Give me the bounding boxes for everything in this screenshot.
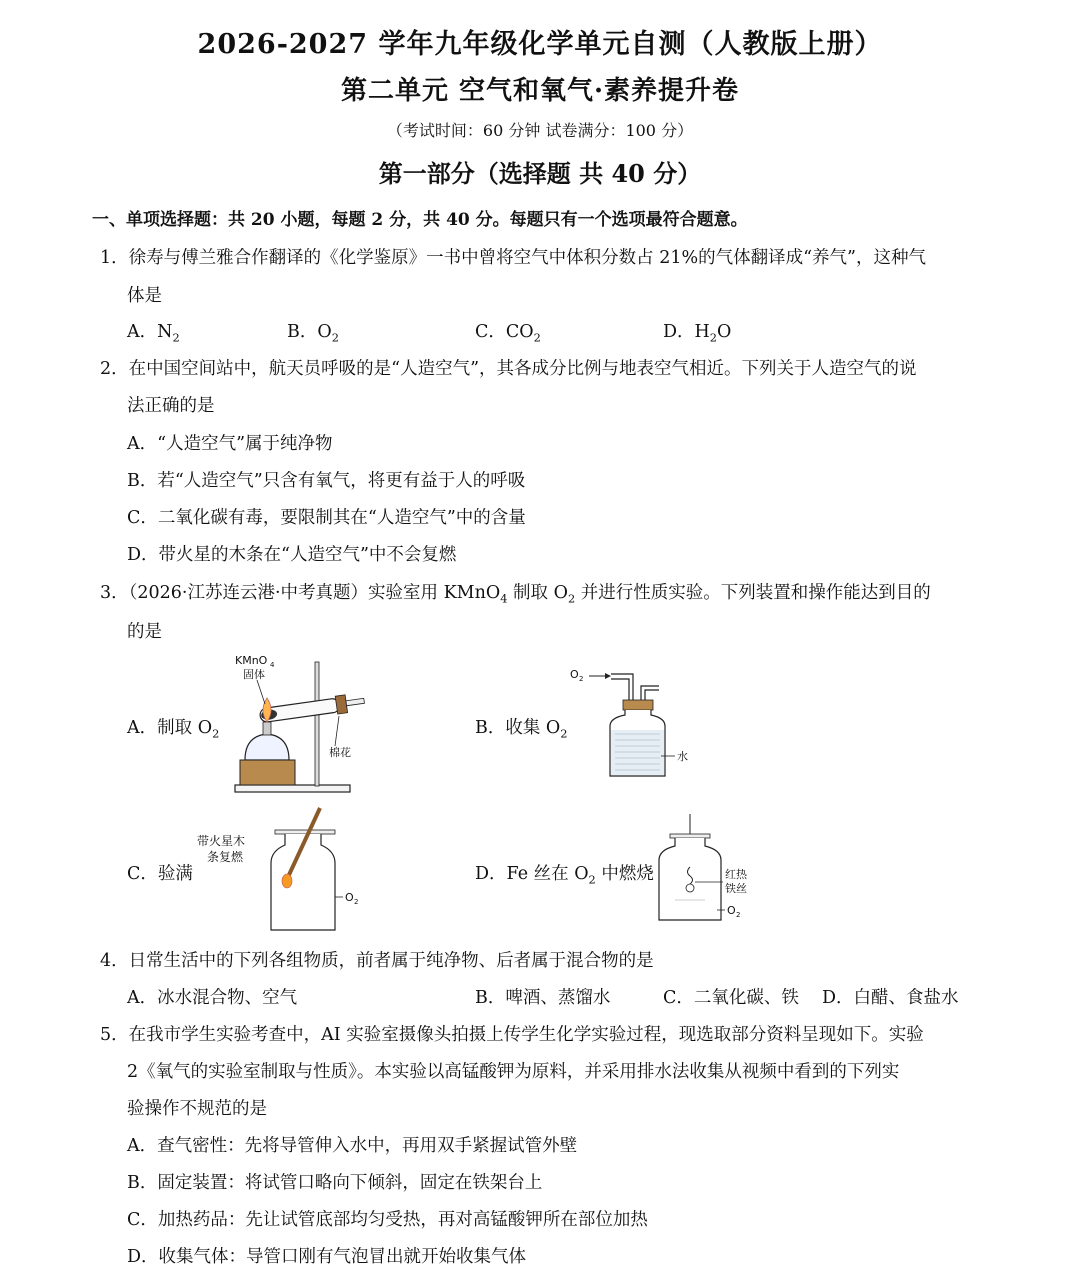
question-2-option-a: A．“人造空气”属于纯净物 bbox=[127, 434, 333, 454]
question-2-option-d: D．带火星的木条在“人造空气”中不会复燃 bbox=[127, 545, 457, 565]
diagram-b-gas-label: O bbox=[570, 668, 579, 681]
diagram-b-apparatus bbox=[565, 660, 705, 785]
subscript: 2 bbox=[560, 726, 568, 741]
subscript: 2 bbox=[567, 591, 576, 606]
question-1-option-d bbox=[663, 318, 731, 345]
subscript: 2 bbox=[588, 872, 596, 887]
option-text: D．Fe 丝在 O bbox=[475, 864, 589, 884]
question-5-stem-line1: 5．在我市学生实验考查中，AI 实验室摄像头拍摄上传学生化学实验过程，现选取部分资料呈现如下。实验 bbox=[100, 1025, 924, 1045]
question-4-option-c: C．二氧化碳、铁 bbox=[663, 988, 799, 1008]
question-4-option-d: D．白醋、食盐水 bbox=[822, 988, 959, 1008]
option-text: B．O bbox=[287, 322, 332, 342]
question-3-option-c: C．验满 bbox=[127, 864, 193, 884]
diagram-a-reagent-sub: 4 bbox=[270, 661, 275, 669]
question-3-option-d bbox=[475, 860, 654, 887]
option-text: D．H bbox=[663, 322, 710, 342]
diagram-d-gas-label: O bbox=[727, 904, 736, 917]
subscript: 4 bbox=[500, 591, 508, 606]
question-2-option-c: C．二氧化碳有毒，要限制其在“人造空气”中的含量 bbox=[127, 508, 526, 528]
document-title: 2026-2027 学年九年级化学单元自测（人教版上册） bbox=[197, 29, 883, 60]
diagram-d-wire-label-2: 铁丝 bbox=[725, 882, 747, 895]
question-3-option-b bbox=[475, 714, 568, 741]
option-text: 中燃烧 bbox=[595, 864, 654, 884]
diagram-a-reagent-label: KMnO bbox=[235, 654, 268, 667]
diagram-d-apparatus bbox=[645, 812, 765, 927]
question-1-option-c bbox=[475, 318, 541, 345]
question-3-option-a bbox=[127, 714, 219, 741]
option-text-tail: O bbox=[717, 322, 732, 342]
diagram-c-gas-sub: 2 bbox=[354, 898, 359, 906]
question-2-stem-line2: 法正确的是 bbox=[127, 396, 215, 416]
question-2-stem-line1: 2．在中国空间站中，航天员呼吸的是“人造空气”，其各成分比例与地表空气相近。下列关于人造空气的说 bbox=[100, 359, 917, 379]
stem-text: 制取 O bbox=[507, 583, 568, 603]
diagram-c-apparatus bbox=[195, 805, 375, 935]
question-5-option-a: A．查气密性：先将导管伸入水中，再用双手紧握试管外壁 bbox=[127, 1136, 578, 1156]
subscript: 2 bbox=[331, 330, 339, 345]
diagram-a-reagent-label-2: 固体 bbox=[243, 668, 265, 681]
question-1-stem-line2: 体是 bbox=[127, 286, 162, 306]
diagram-d-wire-label-1: 红热 bbox=[725, 868, 747, 881]
diagram-b-water-label: 水 bbox=[677, 750, 688, 763]
question-5-stem-line2: 2《氧气的实验室制取与性质》。本实验以高锰酸钾为原料，并采用排水法收集从视频中看到的下列实 bbox=[127, 1062, 900, 1082]
question-2-option-b: B．若“人造空气”只含有氧气，将更有益于人的呼吸 bbox=[127, 471, 526, 491]
subscript: 2 bbox=[212, 726, 220, 741]
diagram-c-gas-label: O bbox=[345, 891, 354, 904]
diagram-a-apparatus bbox=[225, 650, 375, 800]
question-4-option-b: B．啤酒、蒸馏水 bbox=[475, 988, 611, 1008]
question-5-option-c: C．加热药品：先让试管底部均匀受热，再对高锰酸钾所在部位加热 bbox=[127, 1210, 648, 1230]
question-5-option-d: D．收集气体：导管口刚有气泡冒出就开始收集气体 bbox=[127, 1247, 527, 1267]
question-3-stem-line2: 的是 bbox=[127, 622, 162, 642]
question-4-option-a: A．冰水混合物、空气 bbox=[127, 988, 298, 1008]
question-1-option-b bbox=[287, 318, 339, 345]
diagram-a-cotton-label: 棉花 bbox=[329, 746, 351, 759]
part-heading: 第一部分（选择题 共 40 分） bbox=[378, 159, 702, 188]
question-5-option-b: B．固定装置：将试管口略向下倾斜，固定在铁架台上 bbox=[127, 1173, 543, 1193]
document-subtitle: 第二单元 空气和氧气·素养提升卷 bbox=[340, 76, 740, 106]
subscript: 2 bbox=[533, 330, 541, 345]
subscript: 2 bbox=[172, 330, 180, 345]
option-text: C．CO bbox=[475, 322, 534, 342]
subscript: 2 bbox=[709, 330, 718, 345]
stem-text: 3．（2026·江苏连云港·中考真题）实验室用 KMnO bbox=[100, 583, 501, 603]
question-4-stem: 4．日常生活中的下列各组物质，前者属于纯净物、后者属于混合物的是 bbox=[100, 951, 654, 971]
diagram-d-gas-sub: 2 bbox=[736, 911, 741, 919]
diagram-c-stick-label-1: 带火星木 bbox=[197, 834, 246, 848]
exam-info: （考试时间：60 分钟 试卷满分：100 分） bbox=[386, 121, 694, 140]
option-text: A．制取 O bbox=[127, 718, 213, 738]
stem-text: 并进行性质实验。下列装置和操作能达到目的 bbox=[575, 583, 931, 603]
question-5-stem-line3: 验操作不规范的是 bbox=[127, 1099, 267, 1119]
option-text: B．收集 O bbox=[475, 718, 561, 738]
question-1-option-a bbox=[127, 318, 180, 345]
diagram-b-gas-sub: 2 bbox=[579, 675, 584, 683]
option-text: A．N bbox=[127, 322, 173, 342]
question-1-stem-line1: 1．徐寿与傅兰雅合作翻译的《化学鉴原》一书中曾将空气中体积分数占 21%的气体翻译成“养气”，这种气 bbox=[100, 248, 926, 268]
question-3-stem-line1 bbox=[100, 579, 931, 606]
diagram-c-stick-label-2: 条复燃 bbox=[207, 850, 244, 864]
section-heading: 一、单项选择题：共 20 小题，每题 2 分，共 40 分。每题只有一个选项最符合题意。 bbox=[92, 210, 748, 230]
